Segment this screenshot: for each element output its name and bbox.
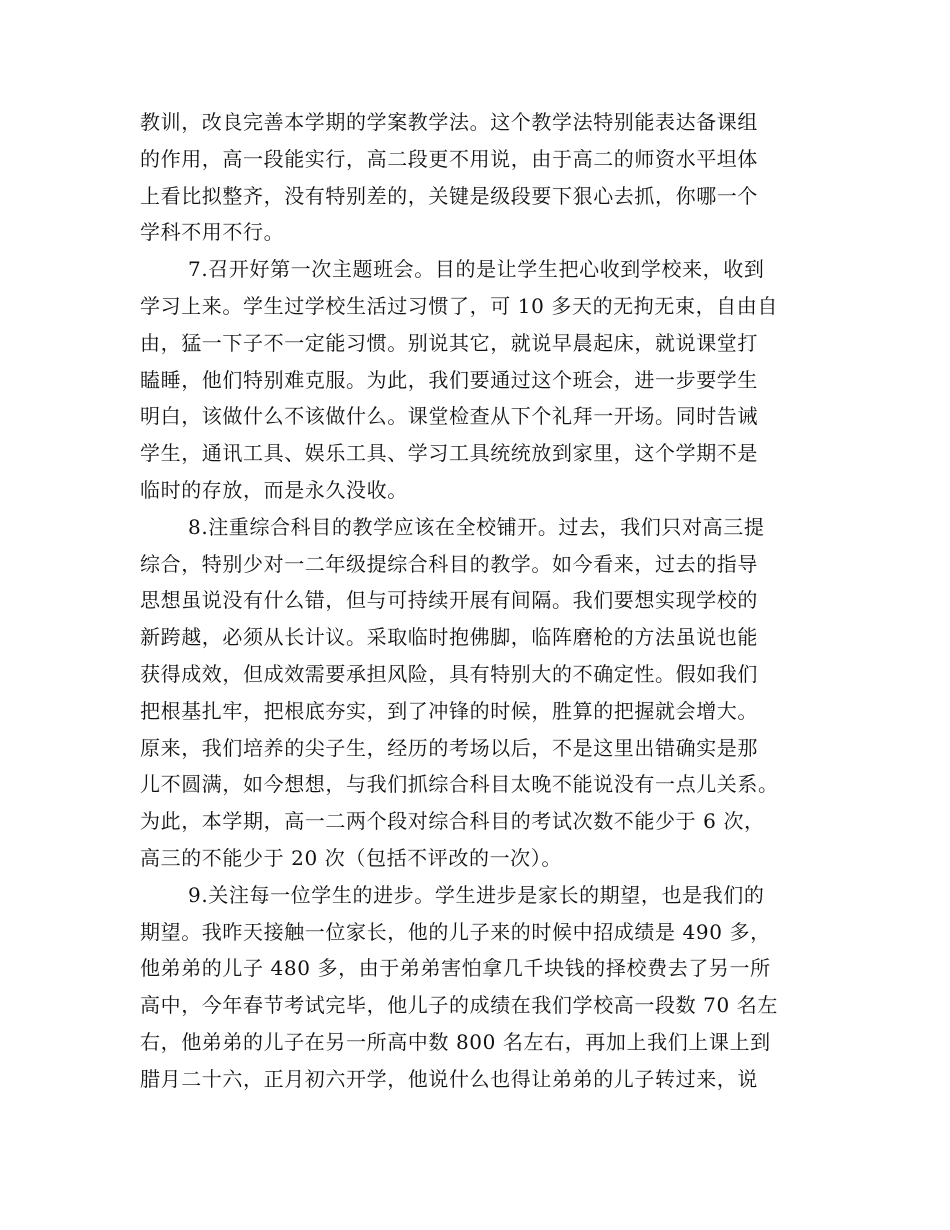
paragraph-first-line: 8.注重综合科目的教学应该在全校铺开。过去，我们只对高三提 (188, 514, 765, 539)
text-line: 右，他弟弟的儿子在另一所高中数 800 名左右，再加上我们上课上到 (140, 1029, 771, 1054)
text-line: 他弟弟的儿子 480 多，由于弟弟害怕拿几千块钱的择校费去了另一所 (140, 956, 771, 981)
text-line: 学生，通讯工具、娱乐工具、学习工具统统放到家里，这个学期不是 (140, 441, 758, 466)
text-line: 儿不圆满，如今想想，与我们抓综合科目太晚不能说没有一点儿关系。 (140, 772, 779, 797)
text-line: 把根基扎牢，把根底夯实，到了冲锋的时候，胜算的把握就会增大。 (140, 698, 758, 723)
text-line: 思想虽说没有什么错，但与可持续开展有间隔。我们要想实现学校的 (140, 588, 758, 613)
text-line: 新跨越，必须从长计议。采取临时抱佛脚，临阵磨枪的方法虽说也能 (140, 625, 758, 650)
text-line: 高中，今年春节考试完毕，他儿子的成绩在我们学校高一段数 70 名左 (140, 993, 778, 1018)
text-line: 原来，我们培养的尖子生，经历的考场以后，不是这里出错确实是那 (140, 735, 758, 760)
text-line: 学科不用不行。 (140, 220, 285, 245)
text-line: 高三的不能少于 20 次（包括不评改的一次）。 (140, 845, 562, 870)
text-line: 为此，本学期，高一二两个段对综合科目的考试次数不能少于 6 次， (140, 809, 765, 834)
text-line: 综合，特别少对一二年级提综合科目的教学。如今看来，过去的指导 (140, 551, 758, 576)
paragraph-first-line: 9.关注每一位学生的进步。学生进步是家长的期望，也是我们的 (188, 882, 765, 907)
text-line: 瞌睡，他们特别难克服。为此，我们要通过这个班会，进一步要学生 (140, 367, 758, 392)
text-line: 临时的存放，而是永久没收。 (140, 477, 408, 502)
text-line: 学习上来。学生过学校生活过习惯了，可 10 多天的无拘无束，自由自 (140, 293, 778, 318)
text-line: 腊月二十六，正月初六开学，他说什么也得让弟弟的儿子转过来，说 (140, 1066, 758, 1091)
text-line: 明白，该做什么不该做什么。课堂检查从下个礼拜一开场。同时告诫 (140, 404, 758, 429)
text-line: 上看比拟整齐，没有特别差的，关键是级段要下狠心去抓，你哪一个 (140, 183, 758, 208)
text-line: 教训，改良完善本学期的学案教学法。这个教学法特别能表达备课组 (140, 110, 758, 134)
document-body (140, 104, 830, 1098)
text-line: 由，猛一下子不一定能习惯。别说其它，就说早晨起床，就说课堂打 (140, 330, 758, 355)
text-line: 期望。我昨天接触一位家长，他的儿子来的时候中招成绩是 490 多， (140, 919, 771, 944)
paragraph-first-line: 7.召开好第一次主题班会。目的是让学生把心收到学校来，收到 (188, 257, 765, 282)
text-line: 的作用，高一段能实行，高二段更不用说，由于高二的师资水平坦体 (140, 146, 758, 171)
text-line: 获得成效，但成效需要承担风险，具有特别大的不确定性。假如我们 (140, 661, 758, 686)
